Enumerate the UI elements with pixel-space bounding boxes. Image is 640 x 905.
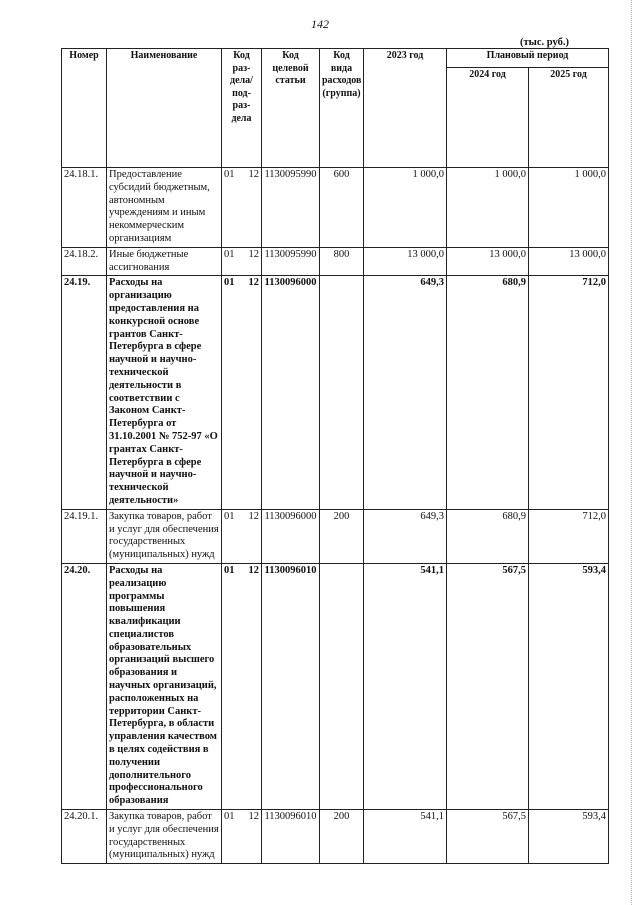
table-row	[62, 168, 609, 248]
header-number: Номер	[62, 49, 107, 168]
row-number: 24.18.2.	[62, 247, 107, 276]
row-section-code	[222, 509, 262, 563]
row-expense-type: 200	[320, 810, 364, 864]
row-number: 24.20.1.	[62, 810, 107, 864]
header-target-code: Код целевой статьи	[262, 49, 320, 168]
row-2024: 680,9	[447, 276, 529, 509]
subsection: 12	[248, 169, 259, 180]
row-2024: 567,5	[447, 810, 529, 864]
section: 01	[224, 564, 235, 576]
row-number: 24.20.	[62, 563, 107, 809]
row-2025: 712,0	[529, 509, 609, 563]
row-target-code: 1130096010	[262, 810, 320, 864]
row-section-code	[222, 247, 262, 276]
row-name: Закупка товаров, работ и услуг для обеспечения государственных (муниципальных) нужд	[107, 810, 222, 864]
row-2023: 1 000,0	[364, 168, 447, 248]
row-number: 24.19.1.	[62, 509, 107, 563]
subsection: 12	[248, 248, 259, 260]
row-2025: 593,4	[529, 563, 609, 809]
table-row	[62, 247, 609, 276]
table-row	[62, 563, 609, 809]
header-year-2024: 2024 год	[447, 68, 529, 168]
row-name: Расходы на реализацию программы повышения квалификации специалистов образовательных организаций высшего образования и научных организаций, расположенных на территории Санкт-Петербурга, в области управления качеством в целях содействия в получении дополнительного профессионального образования	[107, 563, 222, 809]
row-2024: 1 000,0	[447, 168, 529, 248]
row-name: Закупка товаров, работ и услуг для обеспечения государственных (муниципальных) нужд	[107, 509, 222, 563]
section: 01	[224, 811, 235, 823]
header-planning-period: Плановый период	[447, 49, 609, 68]
page-number: 142	[311, 17, 329, 31]
row-target-code: 1130095990	[262, 168, 320, 248]
row-target-code: 1130095990	[262, 247, 320, 276]
header-name: Наименование	[107, 49, 222, 168]
row-2025: 593,4	[529, 810, 609, 864]
header-year-2023: 2023 год	[364, 49, 447, 168]
row-2025: 712,0	[529, 276, 609, 509]
section: 01	[224, 510, 235, 522]
row-2024: 13 000,0	[447, 247, 529, 276]
row-name: Иные бюджетные ассигнования	[107, 247, 222, 276]
subsection: 12	[248, 510, 259, 522]
section: 01	[224, 169, 235, 180]
row-section-code	[222, 168, 262, 248]
row-2025: 13 000,0	[529, 247, 609, 276]
row-2024: 680,9	[447, 509, 529, 563]
row-expense-type	[320, 276, 364, 509]
row-number: 24.19.	[62, 276, 107, 509]
row-target-code: 1130096010	[262, 563, 320, 809]
section: 01	[224, 248, 235, 260]
header-section-code: Код раз-дела/ под-раз-дела	[222, 49, 262, 168]
row-2023: 649,3	[364, 509, 447, 563]
budget-table	[61, 48, 609, 864]
row-section-code	[222, 810, 262, 864]
units-label: (тыс. руб.)	[520, 37, 569, 48]
row-name: Предоставление субсидий бюджетным, автономным учреждениям и иным некоммерческим организациям	[107, 168, 222, 248]
row-2025: 1 000,0	[529, 168, 609, 248]
header-row	[62, 49, 609, 68]
row-2023: 649,3	[364, 276, 447, 509]
subsection: 12	[248, 564, 259, 576]
table-row	[62, 276, 609, 509]
table-row	[62, 810, 609, 864]
row-number: 24.18.1.	[62, 168, 107, 248]
subsection: 12	[248, 811, 259, 823]
row-expense-type: 200	[320, 509, 364, 563]
row-2023: 541,1	[364, 563, 447, 809]
table-row	[62, 509, 609, 563]
row-target-code: 1130096000	[262, 276, 320, 509]
row-2023: 541,1	[364, 810, 447, 864]
subsection: 12	[248, 277, 259, 289]
scan-edge	[631, 0, 635, 905]
section: 01	[224, 277, 235, 289]
row-target-code: 1130096000	[262, 509, 320, 563]
header-expense-type: Код вида расходов (группа)	[320, 49, 364, 168]
header-year-2025: 2025 год	[529, 68, 609, 168]
row-expense-type: 800	[320, 247, 364, 276]
row-expense-type	[320, 563, 364, 809]
row-expense-type: 600	[320, 168, 364, 248]
row-name: Расходы на организацию предоставления на конкурсной основе грантов Санкт-Петербурга в сфере научной и научно-технической деятельности в соответствии с Законом Санкт-Петербурга от 31.10.2001 № 752-97 «О грантах Санкт-Петербурга в сфере научной и научно-технической деятельности»	[107, 276, 222, 509]
row-2024: 567,5	[447, 563, 529, 809]
row-2023: 13 000,0	[364, 247, 447, 276]
row-section-code	[222, 563, 262, 809]
row-section-code	[222, 276, 262, 509]
